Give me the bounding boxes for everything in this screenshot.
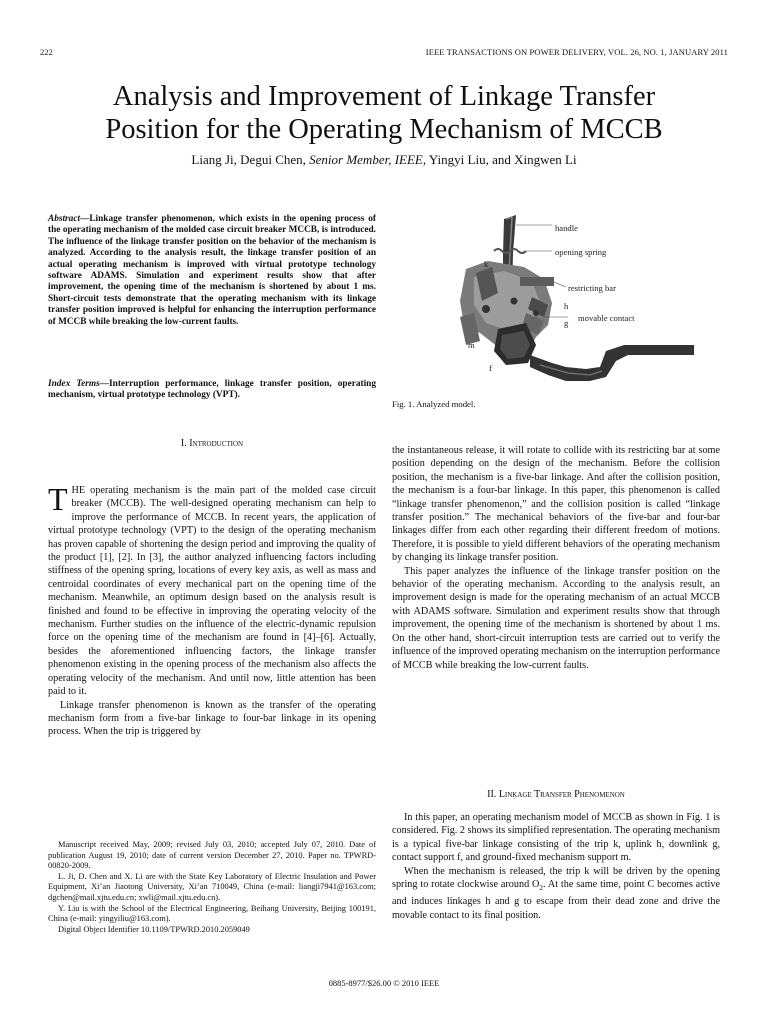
label-movable-contact: movable contact xyxy=(578,313,635,323)
journal-header: IEEE TRANSACTIONS ON POWER DELIVERY, VOL. 26, NO. 1, JANUARY 2011 xyxy=(425,47,728,57)
label-f: f xyxy=(489,363,492,373)
abstract xyxy=(48,214,376,328)
right-paragraph-2: This paper analyzes the influence of the linkage transfer position on the behavior of the operating mechanism. According to the analysis result, an improvement design is made for the operating mechanism of an actual MCCB with ADAMS software. Simulation and experiment results show that through improvement, the opening time of the mechanism is shortened by about 1 ms. On the other hand, short-circuit interruption tests are carried out to verify the influence of the improved operating mechanism on the interruption performance of MCCB while breaking the low-current faults. xyxy=(392,565,720,671)
title-line-2: Position for the Operating Mechanism of MCCB xyxy=(105,114,663,145)
author-line xyxy=(40,152,728,168)
section-title: Linkage Transfer Phenomenon xyxy=(498,789,625,800)
intro-paragraph-1 xyxy=(48,481,376,699)
footnote-affiliation-2: Y. Liu is with the School of the Electrical Engineering, Beihang University, Beijing 100191, China (e-mail: yingyiliu@163.com). xyxy=(48,903,376,924)
intro-paragraph-2: Linkage transfer phenomenon is known as the transfer of the operating mechanism form from a five-bar linkage to four-bar linkage in its opening process. When the trip is triggered by xyxy=(48,699,376,738)
abstract-label: Abstract xyxy=(48,214,81,224)
subscript-2: 2 xyxy=(539,884,543,893)
drop-cap: T xyxy=(48,481,68,517)
label-g: g xyxy=(564,318,569,328)
index-terms xyxy=(48,379,376,402)
label-h: h xyxy=(564,301,569,311)
intro-p1-text: HE operating mechanism is the main part of the molded case circuit breaker (MCCB). The well-designed operating mechanism can help to improve the performance of MCCB. In recent years, the application of virtual prototype technology (VPT) to the design of the operating mechanism has proven capable of shortening the design period and improving the quality of the product [1], [2]. In [3], the author analyzed influencing factors including stiffness of the opening spring, locations of every key axis, as well as mass and centroidal coordinates of every mechanical part on the opening time of the mechanism. Meanwhile, an optimum design based on the analysis result is finished and found to be effective in improving the operating velocity of the mechanism. Further studies on the influence of the electric-dynamic repulsion force on the opening time of the mechanism are found in [4]–[6]. Actually, besides the aforementioned influencing factors, the linkage transfer phenomenon existing in the opening process of the mechanism also affects the operating velocity of the mechanism. And until now, little attention has been paid to it. xyxy=(48,485,376,698)
section-numeral: II. xyxy=(487,789,497,800)
footnote-doi: Digital Object Identifier 10.1109/TPWRD.2010.2059049 xyxy=(58,924,250,934)
index-terms-label: Index Terms xyxy=(48,379,100,389)
footnotes xyxy=(48,840,376,935)
label-k: k xyxy=(484,259,489,269)
label-m: m xyxy=(468,340,475,350)
section-numeral: I. xyxy=(180,438,187,449)
abstract-text: —Linkage transfer phenomenon, which exists in the opening process of the operating mechanism of the molded case circuit breaker MCCB, is introduced. The influence of the linkage transfer position on the behavior of the mechanism is analyzed. According to the analysis result, the linkage transfer position of an actual operating mechanism is improved with virtual prototype technology software ADAMS. Simulation and experiment results show that after improvement, the opening time of the mechanism is shortened by about 1 ms. Short-circuit tests demonstrate that the operating mechanism with its linkage transfer position improved is helpful for enhancing the interruption performance of MCCB while breaking the low-current faults. xyxy=(48,214,376,327)
copyright-footer: 0885-8977/$26.00 © 2010 IEEE xyxy=(328,978,440,988)
sec2-paragraph-2 xyxy=(392,865,720,923)
label-restricting-bar: restricting bar xyxy=(568,283,616,293)
section-heading-introduction xyxy=(48,438,376,449)
author-1: Liang Ji, xyxy=(191,152,237,167)
author-3-4: , Yingyi Liu, and Xingwen Li xyxy=(422,152,577,167)
title-line-1: Analysis and Improvement of Linkage Transfer xyxy=(112,81,656,112)
section-2-body xyxy=(392,811,720,922)
right-paragraph-1: the instantaneous release, it will rotate to collide with its restricting bar at some position depending on the design of the mechanism. Before the collision position, the mechanism is a five-bar linkage. And after the collision position, the mechanism is a four-bar linkage. In this paper, this phenomenon is called “linkage transfer phenomenon,” and the collision position is called “linkage transfer position.” The mechanical behaviors of the five-bar and four-bar linkages differ from each other regarding their different freedom of motions. Therefore, it is possible to yield different behaviors of the operating mechanism by changing its linkage transfer position. xyxy=(392,445,720,564)
section-title: Introduction xyxy=(189,438,244,449)
author-2: Degui Chen, xyxy=(240,152,306,167)
index-terms-text: —Interruption performance, linkage transfer position, operating mechanism, virtual prototype technology (VPT). xyxy=(48,379,376,401)
figure-caption: Fig. 1. Analyzed model. xyxy=(392,399,476,409)
label-handle: handle xyxy=(555,223,578,233)
sec2-p2-text-a: When the mechanism is released, the trip k will be driven by the opening spring to rotate clockwise around O xyxy=(392,865,720,891)
sec2-p2-text-b: . At the same time, point C becomes active and induces linkages h and g to escape from their dead zone and drive the movable contact to its final position. xyxy=(392,879,721,921)
right-column-intro xyxy=(392,444,720,672)
figure-analyzed-model xyxy=(440,205,715,395)
label-opening-spring: opening spring xyxy=(555,247,607,257)
introduction-body xyxy=(48,481,376,739)
author-2-title: Senior Member, IEEE xyxy=(309,152,423,167)
footnote-affiliation-1: L. Ji, D. Chen and X. Li are with the State Key Laboratory of Electric Insulation and Power Equipment, Xi’an Jiaotong University, Xi’an 710049, China (e-mail: liangji7941@163.com; dgchen@mail.xjtu.edu.cn; xwli@mail.xjtu.edu.cn). xyxy=(48,871,376,902)
page-number: 222 xyxy=(40,47,53,57)
paper-title xyxy=(40,80,728,146)
sec2-paragraph-1: In this paper, an operating mechanism model of MCCB as shown in Fig. 1 is considered. Fig. 2 shows its simplified representation. The operating mechanism is a typical five-bar linkage consisting of the trip k, uplink h, downlink g, contact support f, and ground-fixed mechanism support m. xyxy=(392,812,721,864)
footnote-manuscript: Manuscript received May, 2009; revised July 03, 2010; accepted July 07, 2010. Date of publication August 19, 2010; date of current version December 27, 2010. Paper no. TPWRD-00820-2009. xyxy=(48,840,376,871)
section-heading-linkage-transfer xyxy=(392,789,720,800)
